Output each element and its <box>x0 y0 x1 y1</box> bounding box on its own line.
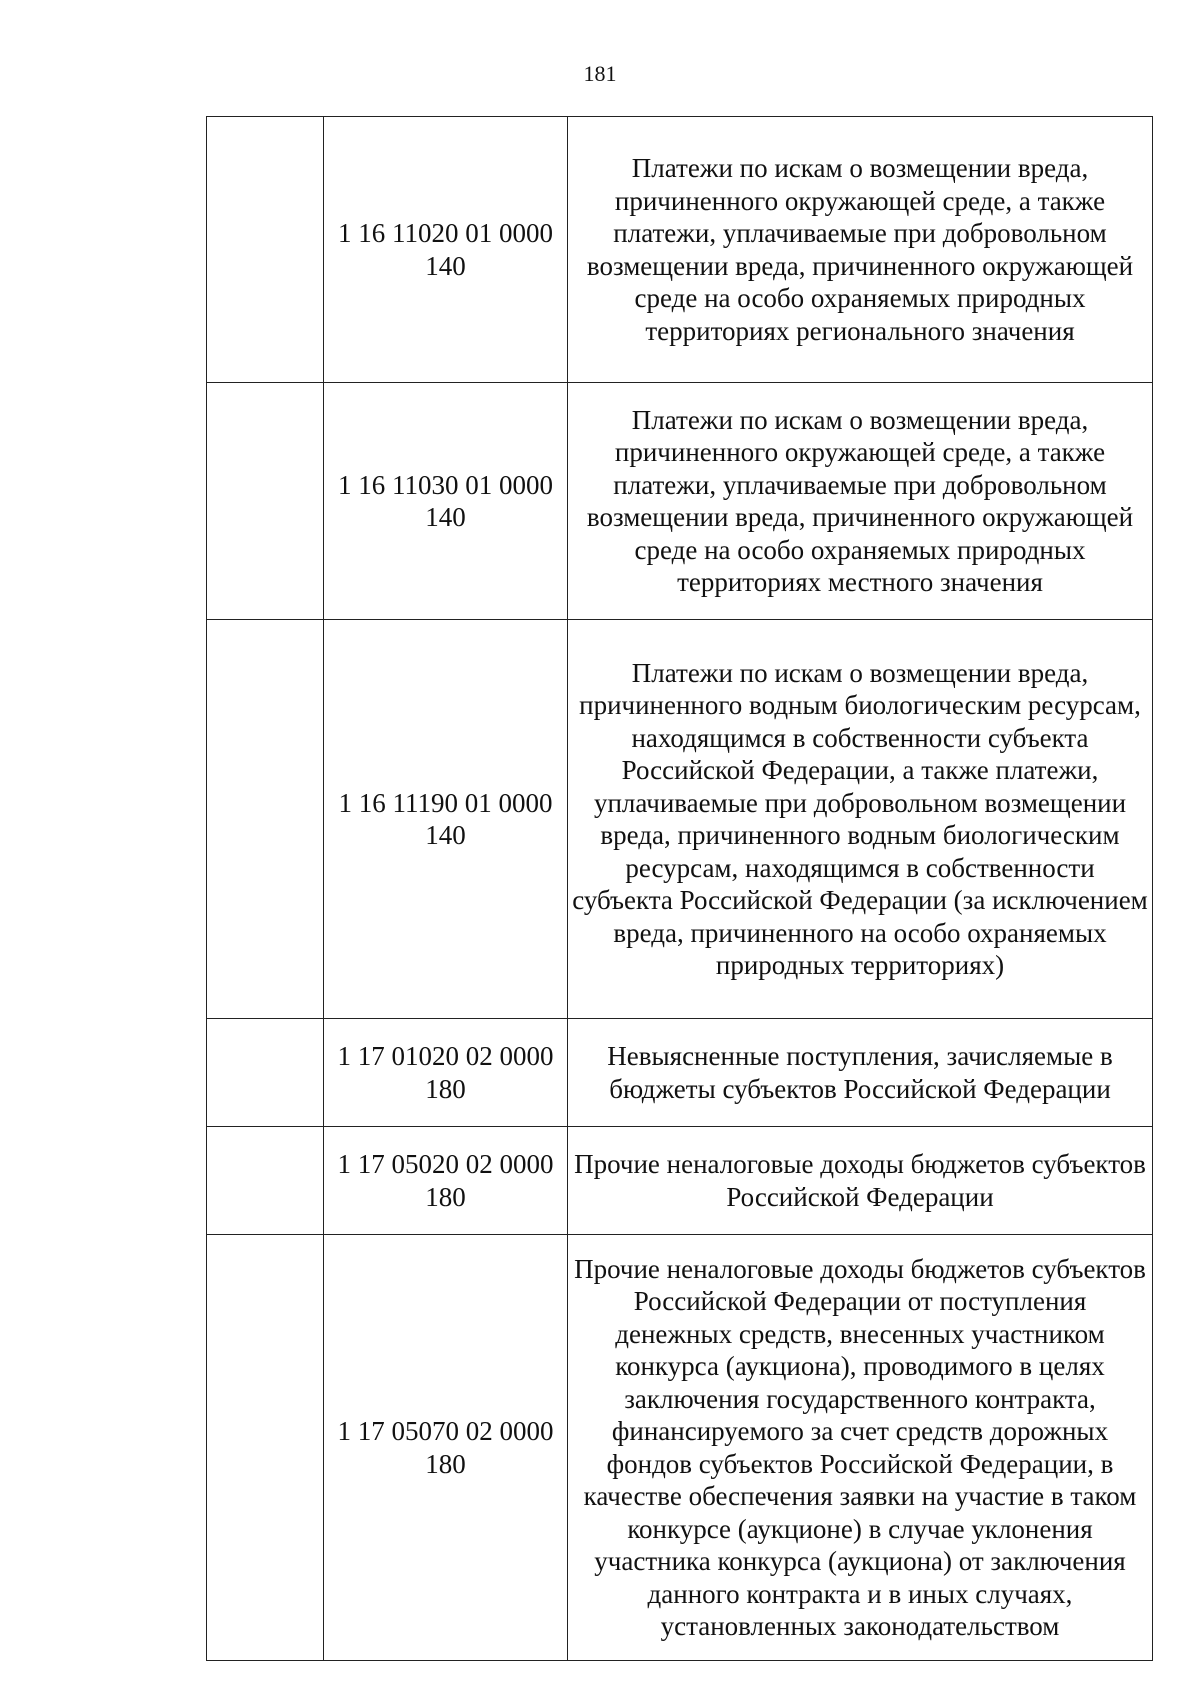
budget-code-cell: 1 17 05070 02 0000 180 <box>324 1235 568 1661</box>
description-cell: Платежи по искам о возмещении вреда, причиненного окружающей среде, а также платежи, уплачиваемые при добровольном возмещении вреда, причиненного окружающей среде на особо охраняемых природных территориях регионального значения <box>568 117 1153 383</box>
table-row <box>207 383 1153 620</box>
table-row <box>207 620 1153 1019</box>
blank-cell <box>207 1019 324 1127</box>
description-cell: Платежи по искам о возмещении вреда, причиненного окружающей среде, а также платежи, уплачиваемые при добровольном возмещении вреда, причиненного окружающей среде на особо охраняемых природных территориях местного значения <box>568 383 1153 620</box>
page-number: 181 <box>583 61 617 86</box>
blank-cell <box>207 620 324 1019</box>
budget-code-cell: 1 16 11030 01 0000 140 <box>324 383 568 620</box>
blank-cell <box>207 1235 324 1661</box>
budget-code-cell: 1 16 11020 01 0000 140 <box>324 117 568 383</box>
table-row <box>207 1127 1153 1235</box>
description-cell: Платежи по искам о возмещении вреда, причиненного водным биологическим ресурсам, находящимся в собственности субъекта Российской Федерации, а также платежи, уплачиваемые при добровольном возмещении вреда, причиненного водным биологическим ресурсам, находящимся в собственности субъекта Российской Федерации (за исключением вреда, причиненного на особо охраняемых природных территориях) <box>568 620 1153 1019</box>
table-row <box>207 1019 1153 1127</box>
budget-code-cell: 1 17 01020 02 0000 180 <box>324 1019 568 1127</box>
budget-code-cell: 1 17 05020 02 0000 180 <box>324 1127 568 1235</box>
table-row <box>207 117 1153 383</box>
description-cell: Невыясненные поступления, зачисляемые в бюджеты субъектов Российской Федерации <box>568 1019 1153 1127</box>
budget-codes-table <box>206 116 1153 1661</box>
description-cell: Прочие неналоговые доходы бюджетов субъектов Российской Федерации <box>568 1127 1153 1235</box>
table-row <box>207 1235 1153 1661</box>
blank-cell <box>207 117 324 383</box>
blank-cell <box>207 1127 324 1235</box>
budget-code-cell: 1 16 11190 01 0000 140 <box>324 620 568 1019</box>
description-cell: Прочие неналоговые доходы бюджетов субъектов Российской Федерации от поступления денежных средств, внесенных участником конкурса (аукциона), проводимого в целях заключения государственного контракта, финансируемого за счет средств дорожных фондов субъектов Российской Федерации, в качестве обеспечения заявки на участие в таком конкурсе (аукционе) в случае уклонения участника конкурса (аукциона) от заключения данного контракта и в иных случаях, установленных законодательством <box>568 1235 1153 1661</box>
blank-cell <box>207 383 324 620</box>
